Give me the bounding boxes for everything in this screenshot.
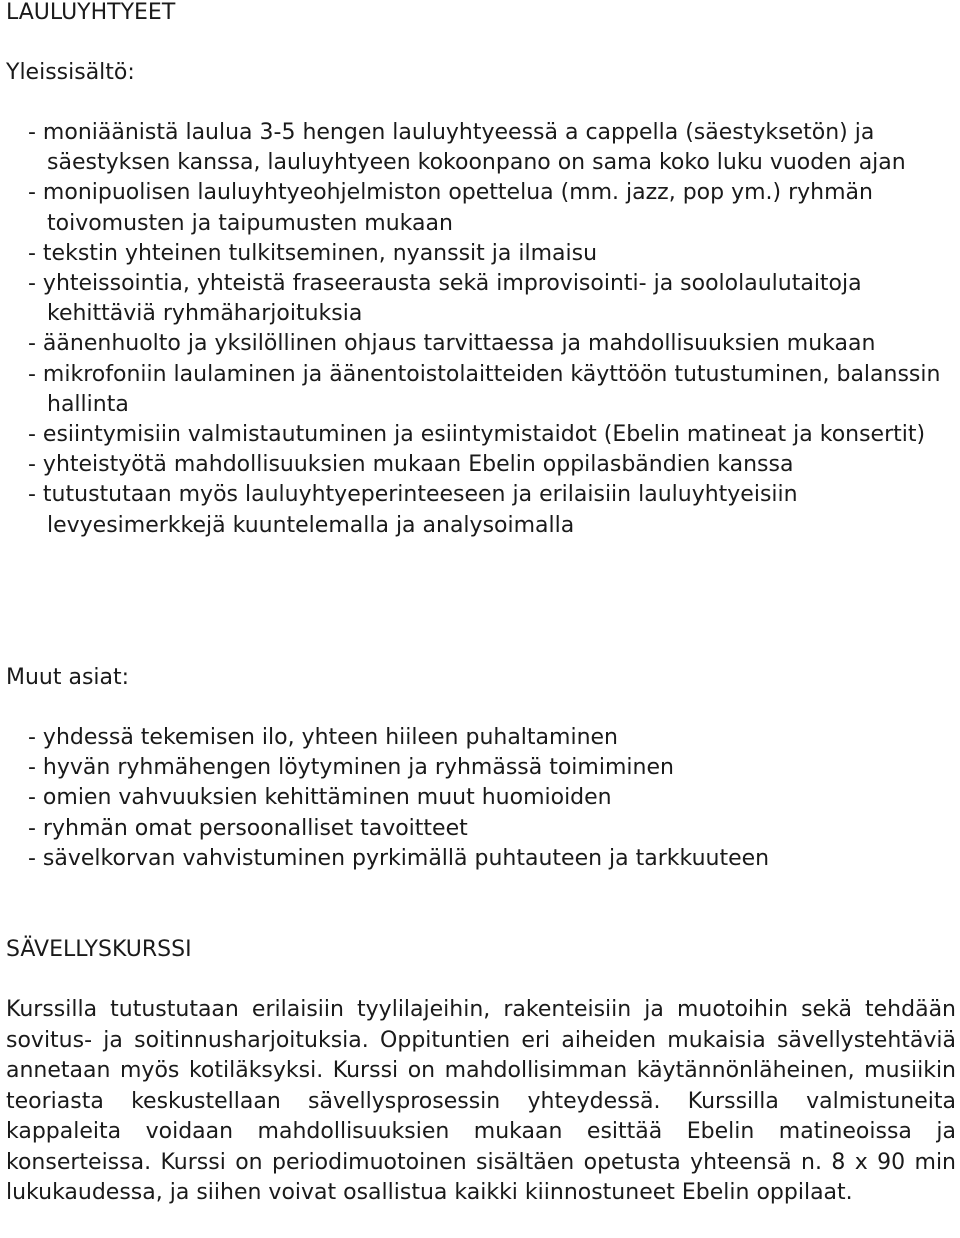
- list-item: - yhteissointia, yhteistä fraseerausta sekä improvisointi- ja soololaulutaitoja kehittäviä ryhmäharjoituksia: [28, 271, 862, 327]
- savellyskurssi-paragraph: Kurssilla tutustutaan erilaisiin tyylilajeihin, rakenteisiin ja muotoihin sekä tehdään sovitus- ja soitinnusharjoituksia. Oppituntien eri aiheiden mukaisia sävellystehtäviä annetaan myös kotiläksyksi. Kurssi on mahdollisimman käytännönläheinen, musiikin teoriasta keskustellaan sävellysprosessin yhteydessä. Kurssilla valmistuneita kappaleita voidaan mahdollisuuksien mukaan esittää Ebelin matineoissa ja konserteissa. Kurssi on periodimuotoinen sisältäen opetusta yhteensä n. 8 x 90 min lukukaudessa, ja siihen voivat osallistua kaikki kiinnostuneet Ebelin oppilaat.: [6, 997, 956, 1205]
- list-item: - äänenhuolto ja yksilöllinen ohjaus tarvittaessa ja mahdollisuuksien mukaan: [28, 331, 876, 357]
- muut-asiat-list: [28, 723, 960, 874]
- list-item: - yhteistyötä mahdollisuuksien mukaan Ebelin oppilasbändien kanssa: [28, 452, 794, 478]
- section-title-savellyskurssi: SÄVELLYSKURSSI: [6, 937, 192, 962]
- subtitle-yleissisalto: Yleissisältö:: [6, 60, 135, 85]
- list-item: - sävelkorvan vahvistuminen pyrkimällä puhtauteen ja tarkkuuteen: [28, 845, 770, 871]
- list-item: - mikrofoniin laulaminen ja äänentoistolaitteiden käyttöön tutustuminen, balanssin hallinta: [28, 361, 941, 417]
- list-item: - moniäänistä laulua 3-5 hengen lauluyhtyeessä a cappella (säestyksetön) ja säestyksen kanssa, lauluyhtyeen kokoonpano on sama koko luku vuoden ajan: [28, 120, 906, 176]
- list-item: - monipuolisen lauluyhtyeohjelmiston opettelua (mm. jazz, pop ym.) ryhmän toivomusten ja taipumusten mukaan: [28, 180, 873, 236]
- list-item: - hyvän ryhmähengen löytyminen ja ryhmässä toimiminen: [28, 755, 674, 781]
- yleissisalto-list: [28, 118, 960, 541]
- subtitle-muut-asiat: Muut asiat:: [6, 665, 130, 690]
- list-item: - ryhmän omat persoonalliset tavoitteet: [28, 815, 468, 841]
- list-item: - omien vahvuuksien kehittäminen muut huomioiden: [28, 785, 612, 811]
- list-item: - yhdessä tekemisen ilo, yhteen hiileen puhaltaminen: [28, 725, 618, 750]
- list-item: - tekstin yhteinen tulkitseminen, nyanssit ja ilmaisu: [28, 240, 598, 266]
- list-item: - tutustutaan myös lauluyhtyeperinteeseen ja erilaisiin lauluyhtyeisiin levyesimerkkejä kuuntelemalla ja analysoimalla: [28, 482, 798, 538]
- section-title-lauluyhtyeet: LAULUYHTYEET: [6, 0, 176, 25]
- list-item: - esiintymisiin valmistautuminen ja esiintymistaidot (Ebelin matineat ja konsertit): [28, 422, 926, 448]
